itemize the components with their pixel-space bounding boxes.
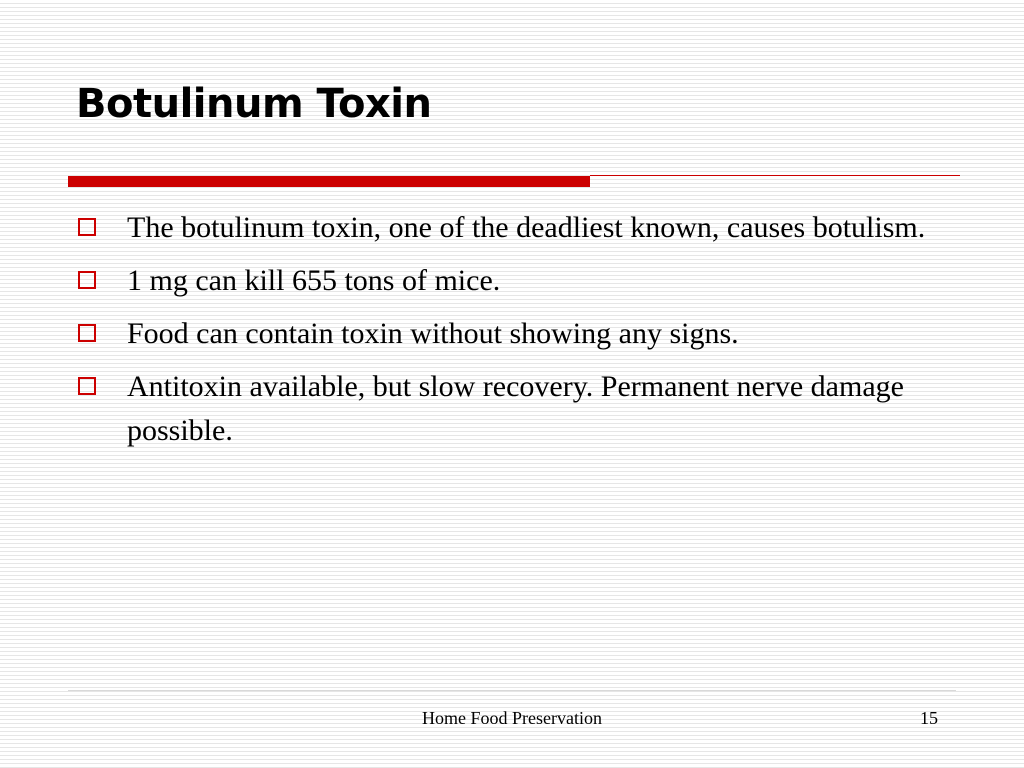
bullet-item [76,259,936,303]
hollow-square-icon [78,271,96,289]
bullet-text: 1 mg can kill 655 tons of mice. [127,264,501,297]
bullet-item [76,312,936,356]
bullet-text: Antitoxin available, but slow recovery. Permanent nerve damage possible. [127,370,904,447]
bullet-list [76,206,936,462]
page-number: 15 [920,708,938,728]
bullet-text: The botulinum toxin, one of the deadliest known, causes botulism. [127,211,926,244]
bullet-item [76,365,936,453]
hollow-square-icon [78,377,96,395]
bullet-text: Food can contain toxin without showing any signs. [127,317,739,350]
hollow-square-icon [78,218,96,236]
footer-title: Home Food Preservation [422,708,602,728]
title-underline-thick [68,176,590,187]
slide-title: Botulinum Toxin [76,81,432,127]
title-underline-thin [590,175,960,176]
footer-divider [68,690,956,691]
bullet-item [76,206,936,250]
hollow-square-icon [78,324,96,342]
